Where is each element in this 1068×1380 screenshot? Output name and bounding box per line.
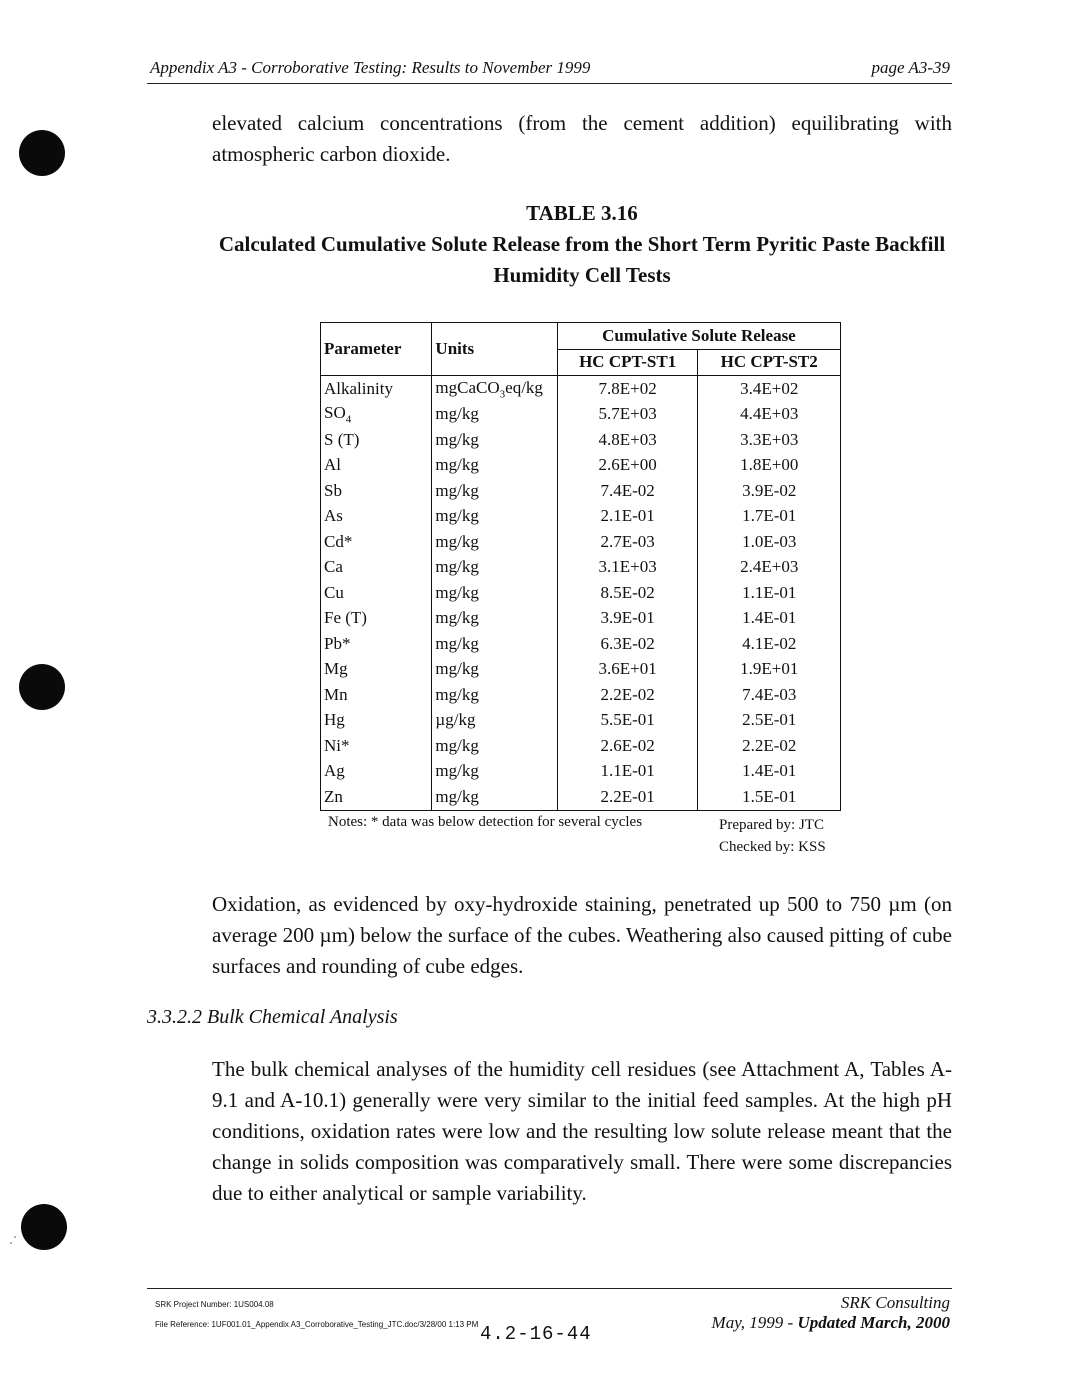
cell-st2: 3.3E+03 <box>698 427 841 453</box>
table-row <box>321 657 841 683</box>
table-row <box>321 708 841 734</box>
cell-st2: 1.1E-01 <box>698 580 841 606</box>
cell-units: mg/kg <box>432 682 557 708</box>
cell-st1: 2.2E-02 <box>557 682 698 708</box>
cell-st2: 7.4E-03 <box>698 682 841 708</box>
table-row <box>321 453 841 479</box>
header-rule <box>147 83 952 84</box>
cell-units: mg/kg <box>432 759 557 785</box>
section-heading: 3.3.2.2 Bulk Chemical Analysis <box>147 1006 398 1028</box>
table-row <box>321 402 841 428</box>
cell-st2: 3.4E+02 <box>698 376 841 402</box>
cell-units: µg/kg <box>432 708 557 734</box>
prepared-by: Prepared by: JTC <box>719 817 824 833</box>
table-row <box>321 682 841 708</box>
cell-parameter: $SO_4$ <box>321 402 432 428</box>
page-number: page A3-39 <box>871 58 950 77</box>
cell-parameter: Alkalinity <box>321 376 432 402</box>
cell-units: mg/kg <box>432 478 557 504</box>
cell-units: mg/kg <box>432 631 557 657</box>
cell-st1: 3.1E+03 <box>557 555 698 581</box>
cell-parameter: As <box>321 504 432 530</box>
table-row <box>321 529 841 555</box>
cell-units: mg/kg <box>432 784 557 810</box>
cell-st1: 7.8E+02 <box>557 376 698 402</box>
cell-st1: 2.1E-01 <box>557 504 698 530</box>
project-number: SRK Project Number: 1US004.08 <box>155 1300 274 1309</box>
cell-st1: 4.8E+03 <box>557 427 698 453</box>
col-header-group: Cumulative Solute Release <box>557 323 840 350</box>
solute-release-table <box>320 322 841 811</box>
prepared-checked <box>719 814 826 858</box>
table-notes: Notes: * data was below detection for several cycles <box>328 814 643 830</box>
bulk-analysis-paragraph: The bulk chemical analyses of the humidity cell residues (see Attachment A, Tables A-9.1 and A-10.1) generally were very similar to the initial feed samples. At the high pH conditions, oxidation rates were low and the resulting low solute release meant that the change in solids composition was comparatively small. There were some discrepancies due to either analytical or sample variability. <box>212 1057 952 1205</box>
cell-parameter: Mn <box>321 682 432 708</box>
checked-by: Checked by: KSS <box>719 839 826 855</box>
cell-st1: 3.9E-01 <box>557 606 698 632</box>
document-stamp: 4.2-16-44 <box>480 1323 592 1345</box>
table-row <box>321 631 841 657</box>
cell-units: mg/kg <box>432 606 557 632</box>
col-header-units: Units <box>432 323 557 376</box>
scan-speck <box>10 1242 12 1244</box>
cell-parameter: Cu <box>321 580 432 606</box>
cell-st2: 1.7E-01 <box>698 504 841 530</box>
company-name: SRK Consulting <box>840 1293 950 1312</box>
col-header-st1: HC CPT-ST1 <box>557 349 698 376</box>
cell-st1: 5.7E+03 <box>557 402 698 428</box>
cell-units: mg/kg <box>432 427 557 453</box>
cell-st2: 4.1E-02 <box>698 631 841 657</box>
cell-st2: 2.2E-02 <box>698 733 841 759</box>
cell-st1: 3.6E+01 <box>557 657 698 683</box>
cell-units: mg/kg <box>432 402 557 428</box>
cell-st2: 4.4E+03 <box>698 402 841 428</box>
cell-st2: 1.5E-01 <box>698 784 841 810</box>
punch-hole <box>19 664 65 710</box>
oxidation-paragraph: Oxidation, as evidenced by oxy-hydroxide staining, penetrated up 500 to 750 µm (on average 200 µm) below the surface of the cubes. Weathering also caused pitting of cube surfaces and rounding of cube edges. <box>212 892 952 978</box>
cell-parameter: Pb* <box>321 631 432 657</box>
table-number: TABLE 3.16 <box>526 201 638 225</box>
punch-hole <box>21 1204 67 1250</box>
cell-st2: 2.5E-01 <box>698 708 841 734</box>
col-header-parameter: Parameter <box>321 323 432 376</box>
table-title-line2: Humidity Cell Tests <box>493 263 671 287</box>
cell-parameter: Sb <box>321 478 432 504</box>
cell-st2: 3.9E-02 <box>698 478 841 504</box>
punch-hole <box>19 130 65 176</box>
cell-parameter: S (T) <box>321 427 432 453</box>
cell-st1: 8.5E-02 <box>557 580 698 606</box>
cell-st2: 1.4E-01 <box>698 759 841 785</box>
cell-st2: 1.4E-01 <box>698 606 841 632</box>
cell-parameter: Ag <box>321 759 432 785</box>
footer-date <box>712 1313 950 1333</box>
footer-date-updated: Updated March, 2000 <box>797 1313 950 1332</box>
table-row <box>321 606 841 632</box>
table-row <box>321 504 841 530</box>
cell-parameter: Ni* <box>321 733 432 759</box>
cell-st1: 6.3E-02 <box>557 631 698 657</box>
cell-st1: 1.1E-01 <box>557 759 698 785</box>
footer-date-plain: May, 1999 - <box>711 1313 798 1332</box>
cell-st2: 1.9E+01 <box>698 657 841 683</box>
table-title: Calculated Cumulative Solute Release from the Short Term Pyritic Paste Backfill <box>218 232 946 256</box>
cell-parameter: Hg <box>321 708 432 734</box>
table-row <box>321 733 841 759</box>
cell-st2: 1.8E+00 <box>698 453 841 479</box>
cell-units: mgCaCO$_3$eq/kg <box>432 376 557 402</box>
cell-st1: 5.5E-01 <box>557 708 698 734</box>
cell-st1: 2.2E-01 <box>557 784 698 810</box>
table-row <box>321 376 841 402</box>
cell-st1: 2.7E-03 <box>557 529 698 555</box>
file-reference: File Reference: 1UF001.01_Appendix A3_Corroborative_Testing_JTC.doc/3/28/00 1:13 PM <box>155 1320 479 1329</box>
header-title: Appendix A3 - Corroborative Testing: Results to November 1999 <box>150 58 591 77</box>
scan-speck <box>14 1236 16 1238</box>
cell-units: mg/kg <box>432 453 557 479</box>
cell-units: mg/kg <box>432 580 557 606</box>
intro-paragraph: elevated calcium concentrations (from the cement addition) equilibrating with atmospheric carbon dioxide. <box>212 111 952 166</box>
cell-parameter: Fe (T) <box>321 606 432 632</box>
cell-units: mg/kg <box>432 657 557 683</box>
cell-units: mg/kg <box>432 555 557 581</box>
table-row <box>321 759 841 785</box>
cell-units: mg/kg <box>432 529 557 555</box>
cell-units: mg/kg <box>432 504 557 530</box>
table-row <box>321 580 841 606</box>
table-row <box>321 478 841 504</box>
cell-parameter: Ca <box>321 555 432 581</box>
cell-st1: 2.6E-02 <box>557 733 698 759</box>
footer-rule <box>147 1288 952 1289</box>
table-row <box>321 784 841 810</box>
col-header-st2: HC CPT-ST2 <box>698 349 841 376</box>
cell-units: mg/kg <box>432 733 557 759</box>
cell-st2: 1.0E-03 <box>698 529 841 555</box>
table-row <box>321 555 841 581</box>
cell-st1: 2.6E+00 <box>557 453 698 479</box>
cell-parameter: Zn <box>321 784 432 810</box>
cell-st1: 7.4E-02 <box>557 478 698 504</box>
cell-parameter: Al <box>321 453 432 479</box>
table-row <box>321 427 841 453</box>
cell-parameter: Mg <box>321 657 432 683</box>
cell-st2: 2.4E+03 <box>698 555 841 581</box>
cell-parameter: Cd* <box>321 529 432 555</box>
